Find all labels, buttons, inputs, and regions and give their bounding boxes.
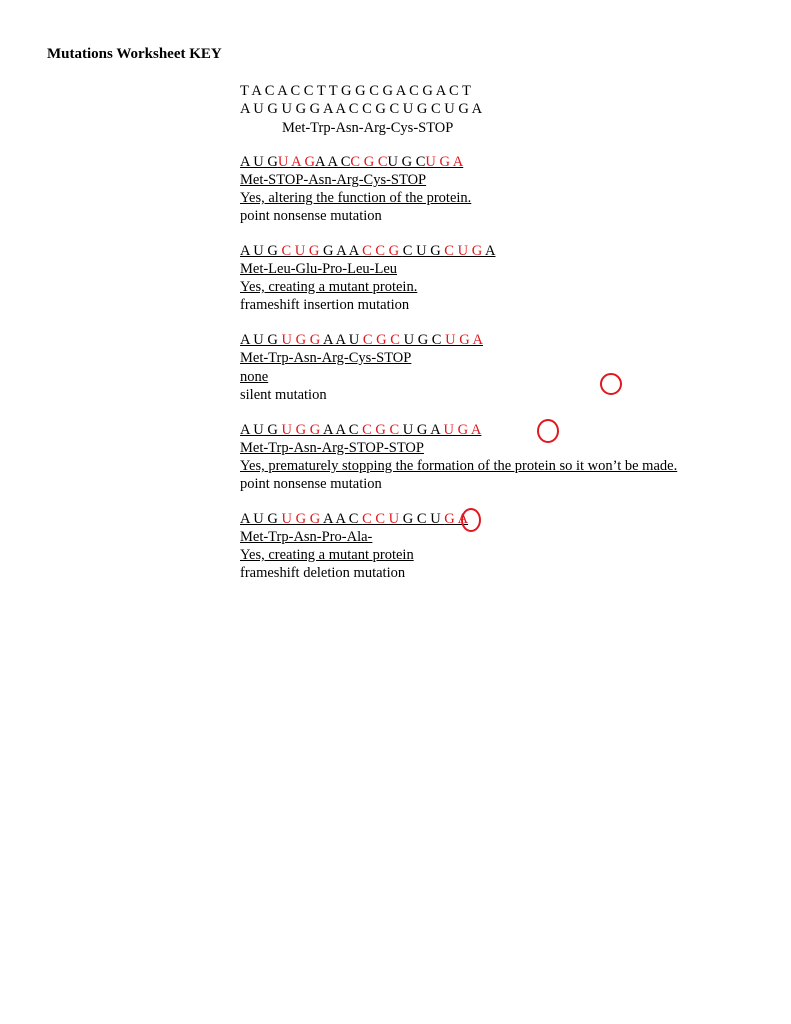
original-mrna-value: A U G U G G A A C C G C U G C U G A [240,101,483,117]
mutation-5-effects-value: Yes, creating a mutant protein [240,547,414,563]
codon-segment: U G A [402,422,444,438]
codon-segment: A A C [323,511,363,527]
mutation-2-mrna-sequence [240,242,495,260]
mutation-5-mrna-sequence [240,510,468,528]
mutation-3-aa-value: Met-Trp-Asn-Arg-Cys-STOP [240,350,412,366]
codon-segment: U G C [403,332,446,348]
mutation-1-aa-value: Met-STOP-Asn-Arg-Cys-STOP [240,172,427,188]
codon-segment: A U G [240,511,282,527]
codon-segment: A [485,243,496,259]
codon-segment: A U G [240,243,282,259]
codon-segment: A A C [314,154,351,170]
codon-segment: C U G [402,243,445,259]
codon-segment: C G C [362,332,404,348]
mutation-5-type-value: frameshift deletion mutation [240,565,406,581]
original-aa-value: Met-Trp-Asn-Arg-Cys-STOP [282,120,454,136]
codon-segment: G C U [402,511,445,527]
codon-segment: U G A [425,154,464,170]
mutation-1-mrna-sequence [240,153,463,171]
mutation-5-aa-value: Met-Trp-Asn-Pro-Ala- [240,529,373,545]
codon-segment: U G G [281,422,323,438]
codon-segment: U G C [387,154,426,170]
original-dna-value: T A C A C C T T G G C G A C G A C T [240,83,471,99]
codon-segment: U G G [281,332,323,348]
codon-segment: C G C [350,154,388,170]
mutation-3-mrna-sequence [240,331,483,349]
codon-segment: U A G [277,154,315,170]
mutation-3-effects-value: none [240,369,269,385]
codon-segment: U G A [445,332,483,348]
mutation-2-type-value: frameshift insertion mutation [240,297,410,313]
mutation-2-effects-value: Yes, creating a mutant protein. [240,279,418,295]
codon-segment: A U G [240,154,278,170]
mutation-1-type-value: point nonsense mutation [240,208,382,224]
codon-segment: U G G [281,511,323,527]
codon-segment: C U G [444,243,485,259]
codon-segment: U G A [443,422,482,438]
red-circle-annotation-mutation-5 [461,508,481,532]
page-title: Mutations Worksheet KEY [47,46,222,62]
codon-segment: C U G [281,243,323,259]
mutation-4-type-value: point nonsense mutation [240,476,382,492]
mutation-4-mrna-sequence [240,421,481,439]
mutation-2-aa-value: Met-Leu-Glu-Pro-Leu-Leu [240,261,398,277]
mutation-3-type-value: silent mutation [240,387,327,403]
red-circle-annotation-mutation-4 [537,419,559,443]
codon-segment: A U G [240,332,282,348]
codon-segment: A A C [323,422,363,438]
codon-segment: G A [444,511,469,527]
mutation-1-effects-value: Yes, altering the function of the protein. [240,190,472,206]
red-circle-annotation-empty [600,373,622,395]
codon-segment: C C G [362,243,403,259]
codon-segment: C G C [362,422,403,438]
codon-segment: A U G [240,422,282,438]
mutation-4-effects-value: Yes, prematurely stopping the formation of the protein so it won’t be made. [240,458,678,474]
codon-segment: A A U [323,332,363,348]
codon-segment: C C U [362,511,403,527]
codon-segment: G A A [323,243,363,259]
mutation-4-aa-value: Met-Trp-Asn-Arg-STOP-STOP [240,440,424,456]
